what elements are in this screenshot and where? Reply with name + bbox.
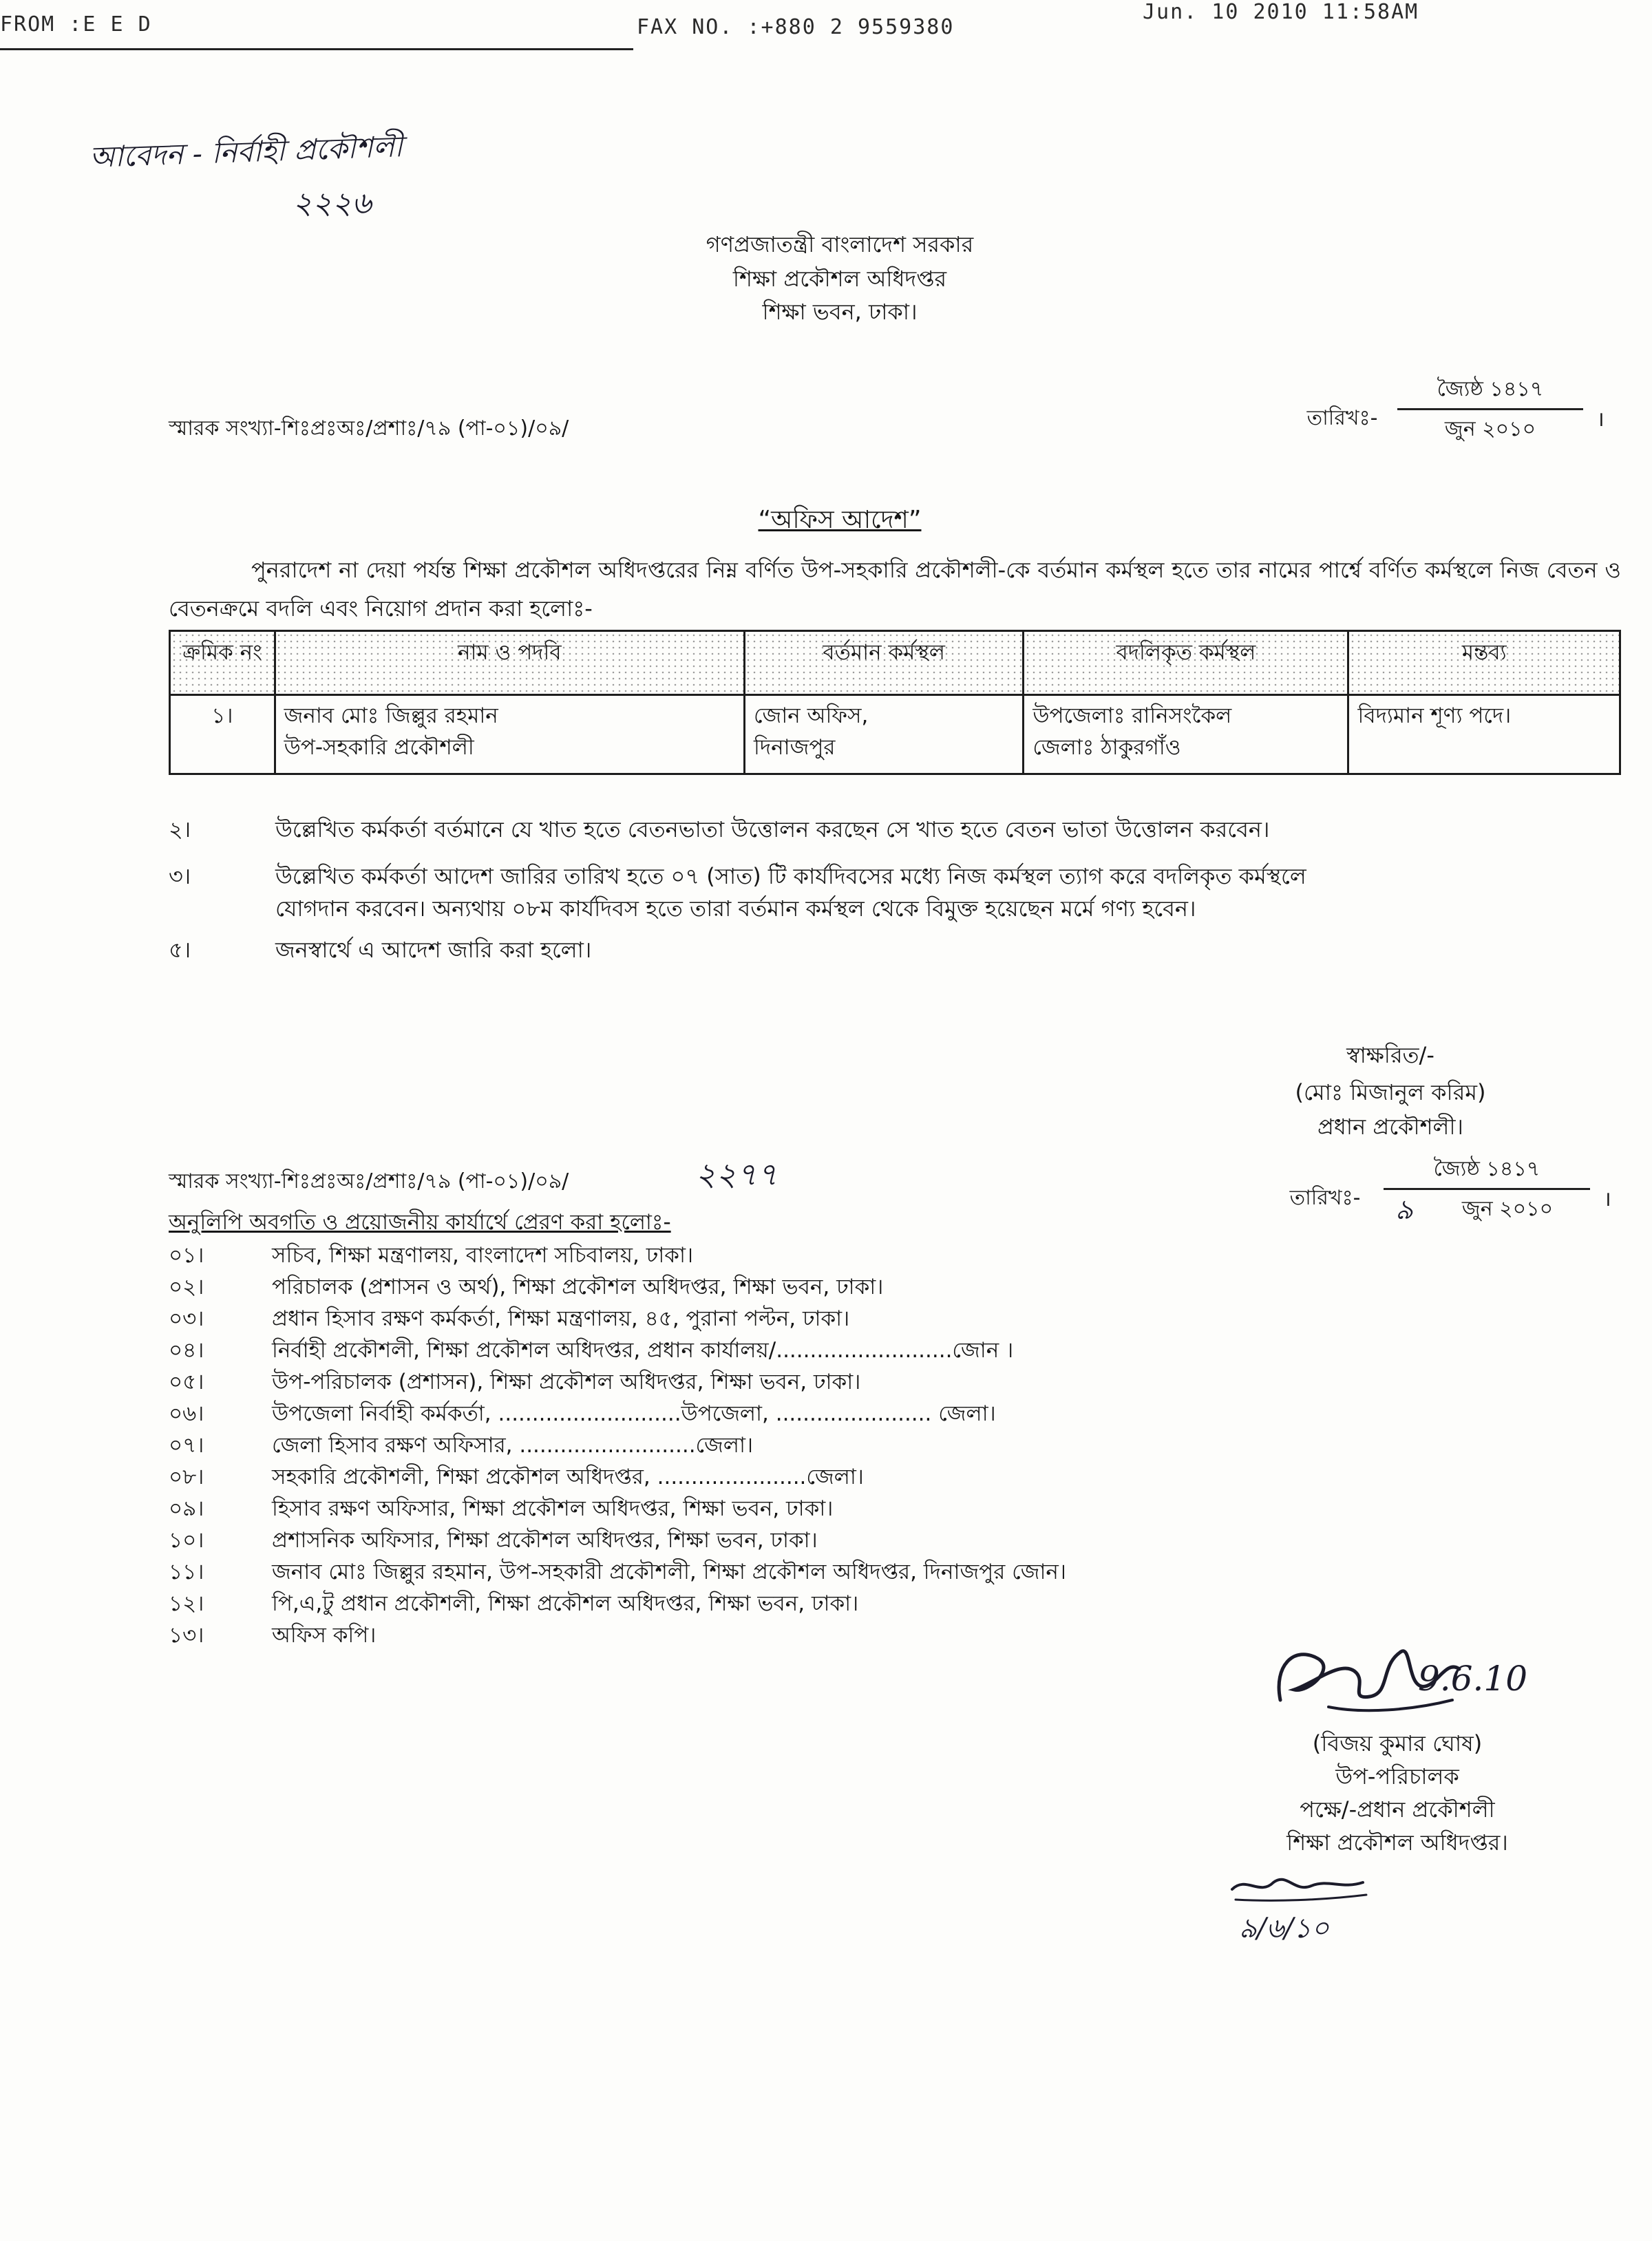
row-new-office-cell: [1024, 695, 1348, 774]
transfer-table: [169, 630, 1621, 775]
copy-item-num: ০৯।: [169, 1496, 204, 1521]
row-designation: উপ-সহকারি প্রকৌশলী: [284, 735, 474, 760]
signature1-title: প্রধান প্রকৌশলী।: [1317, 1114, 1464, 1140]
memo2-date: [1273, 1148, 1618, 1224]
col-serial: ক্রমিক নং: [170, 631, 275, 695]
table-header-row: [170, 631, 1620, 695]
row-current-office: জোন অফিস,: [753, 703, 869, 728]
copy-item-num: ০২।: [169, 1275, 204, 1299]
handwritten-note-line2: ২২২৬: [293, 186, 372, 221]
memo2-day-handwritten: ৯: [1395, 1194, 1413, 1226]
date-bangla: জ্যৈষ্ঠ ১৪১৭: [1437, 377, 1544, 401]
initials-date: ৯/৬/১০: [1239, 1913, 1329, 1944]
copy-item-num: ১২।: [169, 1591, 204, 1616]
signature2-name: (বিজয় কুমার ঘোষ): [1312, 1730, 1483, 1756]
memo2-number: স্মারক সংখ্যা-শিঃপ্রঃঅঃ/প্রশাঃ/৭৯ (পা-০১)/০৯/: [169, 1169, 569, 1193]
copy-item-num: ০৫।: [169, 1370, 204, 1394]
col-name-designation: নাম ও পদবি: [275, 631, 744, 695]
date-fraction-bar: [1397, 408, 1583, 410]
memo2-date-end-mark: ।: [1603, 1187, 1611, 1211]
col-new-office: বদলিকৃত কর্মস্থল: [1024, 631, 1348, 695]
copy-item-text: প্রধান হিসাব রক্ষণ কর্মকর্তা, শিক্ষা মন্ত্রণালয়, ৪৫, পুরানা পল্টন, ঢাকা।: [272, 1306, 850, 1331]
copy-item-text: উপজেলা নির্বাহী কর্মকর্তা, ...........................উপজেলা, ....................... জেলা।: [272, 1401, 996, 1426]
copy-item-text: অফিস কপি।: [272, 1623, 377, 1648]
table-row: [170, 695, 1620, 774]
letterhead-department: শিক্ষা প্রকৌশল অধিদপ্তর: [732, 266, 947, 292]
signature1-name: (মোঃ মিজানুল করিম): [1295, 1079, 1486, 1105]
copy-item-num: ০৮।: [169, 1465, 204, 1489]
copy-item-num: ১১।: [169, 1560, 204, 1584]
clause-3-line2: যোগদান করবেন। অন্যথায় ০৮ম কার্যদিবস হতে তারা বর্তমান কর্মস্থল থেকে বিমুক্ত হয়েছেন মর্মে গণ্য হবেন।: [275, 895, 1196, 922]
row-current-office-cell: [744, 695, 1023, 774]
row-name: জনাব মোঃ জিল্লুর রহমান: [284, 703, 498, 728]
copy-item-num: ০১।: [169, 1243, 204, 1268]
copy-item-text: হিসাব রক্ষণ অফিসার, শিক্ষা প্রকৌশল অধিদপ্তর, শিক্ষা ভবন, ঢাকা।: [272, 1496, 834, 1521]
order-intro: পুনরাদেশ না দেয়া পর্যন্ত শিক্ষা প্রকৌশল অধিদপ্তরের নিম্ন বর্ণিত উপ-সহকারি প্রকৌশলী-কে বর্তমান কর্মস্থল হতে তার নামের পার্শ্বে বর্ণিত কর্মস্থলে নিজ বেতন ও বেতনক্রমে বদলি এবং নিয়োগ প্রদান করা হলোঃ-: [169, 557, 1621, 622]
copy-item-text: পরিচালক (প্রশাসন ও অর্থ), শিক্ষা প্রকৌশল অধিদপ্তর, শিক্ষা ভবন, ঢাকা।: [272, 1275, 884, 1299]
copy-item-num: ০৭।: [169, 1433, 204, 1458]
fax-from: FROM :E E D: [0, 12, 152, 36]
signature1-signed: স্বাক্ষরিত/-: [1346, 1042, 1434, 1068]
clause-3-num: ৩।: [169, 863, 191, 889]
signature2-handwritten-date: 9.6.10: [1418, 1659, 1528, 1699]
date-label: তারিখঃ-: [1306, 406, 1378, 430]
signature2-title: উপ-পরিচালক: [1335, 1763, 1459, 1789]
memo2-handwritten-number: ২২৭৭: [695, 1156, 778, 1193]
date-end-mark: ।: [1596, 407, 1605, 432]
row-serial: ১।: [170, 695, 275, 774]
handwritten-note-line1: আবেদন - নির্বাহী প্রকৌশলী: [89, 129, 403, 174]
copy-item-text: সহকারি প্রকৌশলী, শিক্ষা প্রকৌশল অধিদপ্তর, ......................জেলা।: [272, 1465, 864, 1489]
fax-timestamp: Jun. 10 2010 11:58AM: [1143, 0, 1419, 24]
clause-2-num: ২।: [169, 816, 191, 842]
col-remarks: মন্তব্য: [1348, 631, 1620, 695]
copy-item-text: প্রশাসনিক অফিসার, শিক্ষা প্রকৌশল অধিদপ্তর, শিক্ষা ভবন, ঢাকা।: [272, 1528, 818, 1553]
memo-date: [1287, 368, 1618, 444]
memo2-date-gregorian: জুন ২০১০: [1461, 1197, 1554, 1221]
row-current-place: দিনাজপুর: [753, 735, 836, 760]
copies-heading: অনুলিপি অবগতি ও প্রয়োজনীয় কার্যার্থে প্রেরণ করা হলোঃ-: [169, 1210, 671, 1235]
row-remark: বিদ্যমান শূণ্য পদে।: [1348, 695, 1620, 774]
copy-item-num: ০৪।: [169, 1338, 204, 1363]
copy-item-text: উপ-পরিচালক (প্রশাসন), শিক্ষা প্রকৌশল অধিদপ্তর, শিক্ষা ভবন, ঢাকা।: [272, 1370, 861, 1394]
copy-item-text: নির্বাহী প্রকৌশলী, শিক্ষা প্রকৌশল অধিদপ্তর, প্রধান কার্যালয়/..........................জোন ।: [272, 1338, 1014, 1363]
memo2-date-bangla: জ্যৈষ্ঠ ১৪১৭: [1433, 1157, 1540, 1181]
copy-item-num: ০৩।: [169, 1306, 204, 1331]
memo2-date-label: তারিখঃ-: [1289, 1186, 1361, 1210]
fax-header-rule: [0, 48, 633, 50]
copy-item-num: ১০।: [169, 1528, 204, 1553]
fax-number: FAX NO. :+880 2 9559380: [637, 15, 955, 39]
letterhead-address: শিক্ষা ভবন, ঢাকা।: [762, 299, 918, 325]
initials-signature: [1225, 1862, 1377, 1910]
clause-5-text: জনস্বার্থে এ আদেশ জারি করা হলো।: [275, 937, 592, 963]
row-name-cell: [275, 695, 744, 774]
memo-number: স্মারক সংখ্যা-শিঃপ্রঃঅঃ/প্রশাঃ/৭৯ (পা-০১)/০৯/: [169, 416, 569, 440]
col-current-office: বর্তমান কর্মস্থল: [744, 631, 1023, 695]
copy-item-text: পি,এ,টু প্রধান প্রকৌশলী, শিক্ষা প্রকৌশল অধিদপ্তর, শিক্ষা ভবন, ঢাকা।: [272, 1591, 859, 1616]
date-gregorian: জুন ২০১০: [1444, 417, 1536, 441]
order-title: “অফিস আদেশ”: [758, 506, 922, 534]
letterhead-government: গণপ্রজাতন্ত্রী বাংলাদেশ সরকার: [706, 231, 974, 257]
copy-item-text: সচিব, শিক্ষা মন্ত্রণালয়, বাংলাদেশ সচিবালয়, ঢাকা।: [272, 1243, 694, 1268]
copy-item-num: ১৩।: [169, 1623, 204, 1648]
row-new-district: জেলাঃ ঠাকুরগাঁও: [1032, 735, 1181, 760]
clause-5-num: ৫।: [169, 937, 191, 963]
copy-item-text: জেলা হিসাব রক্ষণ অফিসার, ..........................জেলা।: [272, 1433, 754, 1458]
copy-item-num: ০৬।: [169, 1401, 204, 1426]
clause-2-text: উল্লেখিত কর্মকর্তা বর্তমানে যে খাত হতে বেতনভাতা উত্তোলন করছেন সে খাত হতে বেতন ভাতা উত্তোলন করবেন।: [275, 816, 1270, 842]
signature2-on-behalf: পক্ষে/-প্রধান প্রকৌশলী: [1300, 1796, 1495, 1823]
copy-item-text: জনাব মোঃ জিল্লুর রহমান, উপ-সহকারী প্রকৌশলী, শিক্ষা প্রকৌশল অধিদপ্তর, দিনাজপুর জোন।: [272, 1560, 1067, 1584]
signature2-org: শিক্ষা প্রকৌশল অধিদপ্তর।: [1286, 1829, 1508, 1856]
row-new-upazila: উপজেলাঃ রানিসংকৈল: [1032, 703, 1232, 728]
clause-3-line1: উল্লেখিত কর্মকর্তা আদেশ জারির তারিখ হতে ০৭ (সাত) টি কার্যদিবসের মধ্যে নিজ কর্মস্থল ত্যাগ করে বদলিকৃত কর্মস্থলে: [275, 863, 1306, 889]
